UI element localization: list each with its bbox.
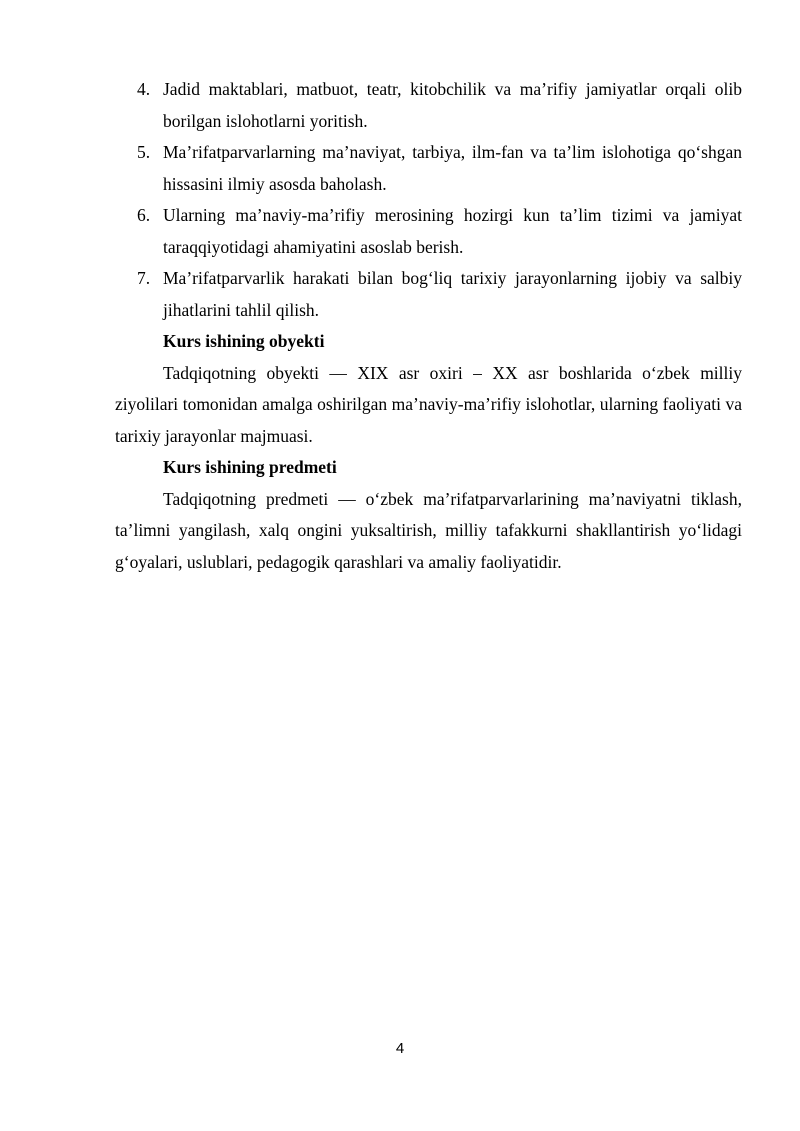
objectives-list: [115, 74, 742, 326]
list-item: [115, 200, 742, 263]
list-item-number: 4.: [137, 79, 151, 99]
list-item: [115, 74, 742, 137]
list-item-text: Ularning ma’naviy-ma’rifiy merosining hozirgi kun ta’lim tizimi va jamiyat taraqqiyotidagi ahamiyatini asoslab berish.: [163, 205, 742, 257]
list-item: [115, 137, 742, 200]
list-item-text: Jadid maktablari, matbuot, teatr, kitobchilik va ma’rifiy jamiyatlar orqali olib borilgan islohotlarni yoritish.: [163, 79, 742, 131]
list-item-number: 6.: [137, 205, 151, 225]
list-item: [115, 263, 742, 326]
subject-paragraph: Tadqiqotning predmeti — o‘zbek ma’rifatparvarlarining ma’naviyatni tiklash, ta’limni yangilash, xalq ongini yuksaltirish, milliy tafakkurni shakllantirish yo‘lidagi g‘oyalari, uslublari, pedagogik qarashlari va amaliy faoliyatidir.: [115, 488, 742, 572]
page-number: 4: [395, 1040, 405, 1057]
list-item-text: Ma’rifatparvarlarning ma’naviyat, tarbiya, ilm-fan va ta’lim islohotiga qo‘shgan hissasini ilmiy asosda baholash.: [163, 142, 742, 194]
subject-heading: Kurs ishining predmeti: [163, 457, 337, 477]
list-item-number: 7.: [137, 268, 151, 288]
page-content: [115, 74, 742, 578]
object-heading: Kurs ishining obyekti: [163, 331, 325, 351]
list-item-text: Ma’rifatparvarlik harakati bilan bog‘liq tarixiy jarayonlarning ijobiy va salbiy jihatlarini tahlil qilish.: [163, 268, 742, 320]
object-paragraph: Tadqiqotning obyekti — XIX asr oxiri – XX asr boshlarida o‘zbek milliy ziyolilari tomonidan amalga oshirilgan ma’naviy-ma’rifiy islohotlar, ularning faoliyati va tarixiy jarayonlar majmuasi.: [115, 362, 742, 446]
list-item-number: 5.: [137, 142, 151, 162]
